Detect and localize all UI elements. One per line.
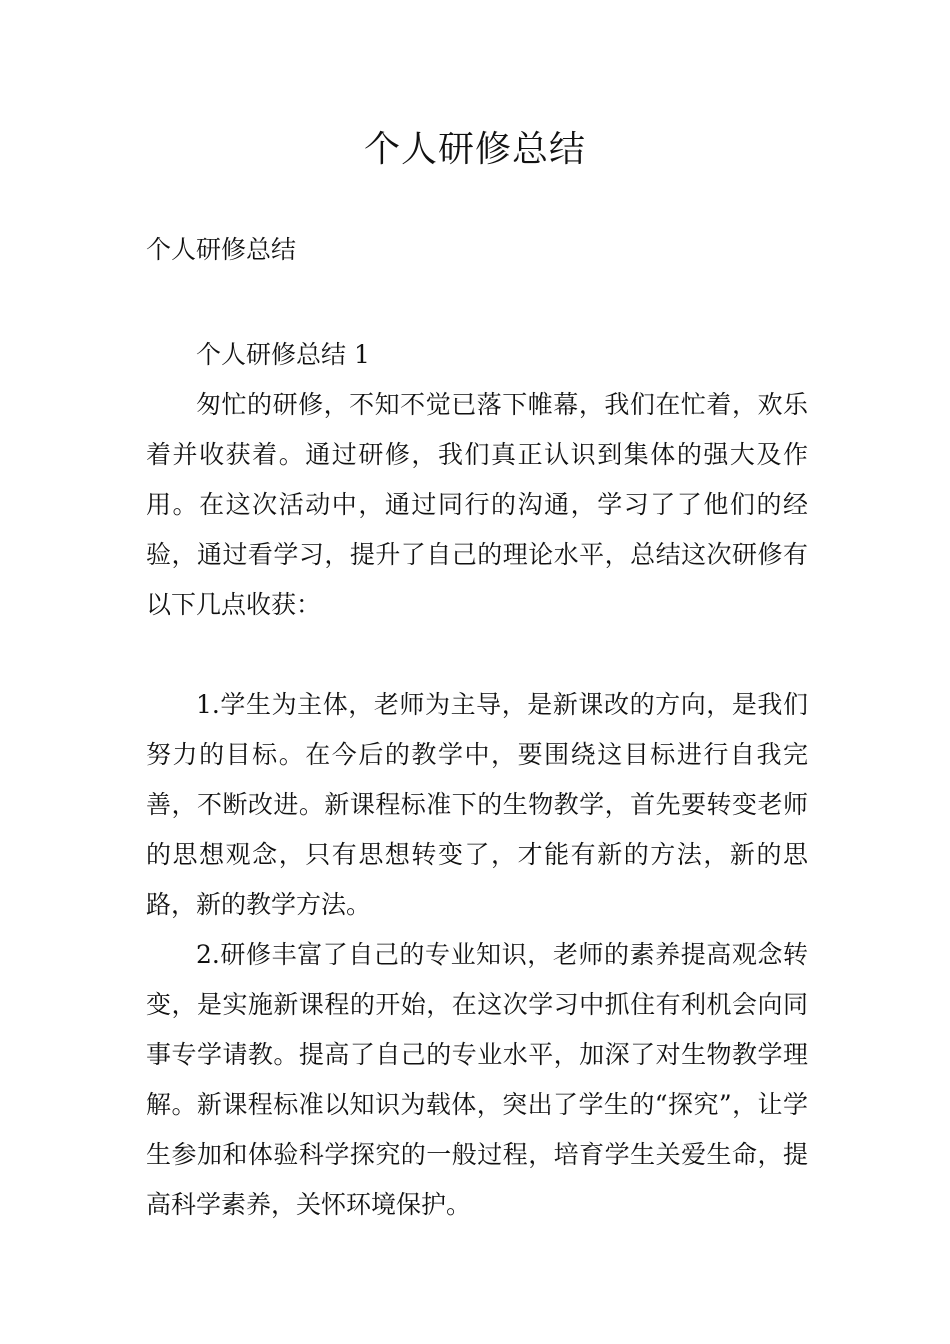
paragraph-point-1: 1.学生为主体，老师为主导，是新课改的方向，是我们努力的目标。在今后的教学中，要围绕这目标进行自我完善，不断改进。新课程标准下的生物教学，首先要转变老师的思想观念，只有思想转变了，才能有新的方法，新的思路，新的教学方法。 <box>146 690 808 919</box>
document-body <box>146 330 808 1230</box>
paragraph-intro: 匆忙的研修，不知不觉已落下帷幕，我们在忙着，欢乐着并收获着。通过研修，我们真正认识到集体的强大及作用。在这次活动中，通过同行的沟通，学习了了他们的经验，通过看学习，提升了自己的理论水平，总结这次研修有以下几点收获： <box>146 390 808 619</box>
document-subtitle: 个人研修总结 <box>146 235 297 264</box>
document-title: 个人研修总结 <box>363 129 586 170</box>
section-heading: 个人研修总结 1 <box>196 340 370 369</box>
paragraph-point-2: 2.研修丰富了自己的专业知识，老师的素养提高观念转变，是实施新课程的开始，在这次学习中抓住有利机会向同事专学请教。提高了自己的专业水平，加深了对生物教学理解。新课程标准以知识为载体，突出了学生的“探究”，让学生参加和体验科学探究的一般过程，培育学生关爱生命，提高科学素养，关怀环境保护。 <box>146 940 808 1219</box>
